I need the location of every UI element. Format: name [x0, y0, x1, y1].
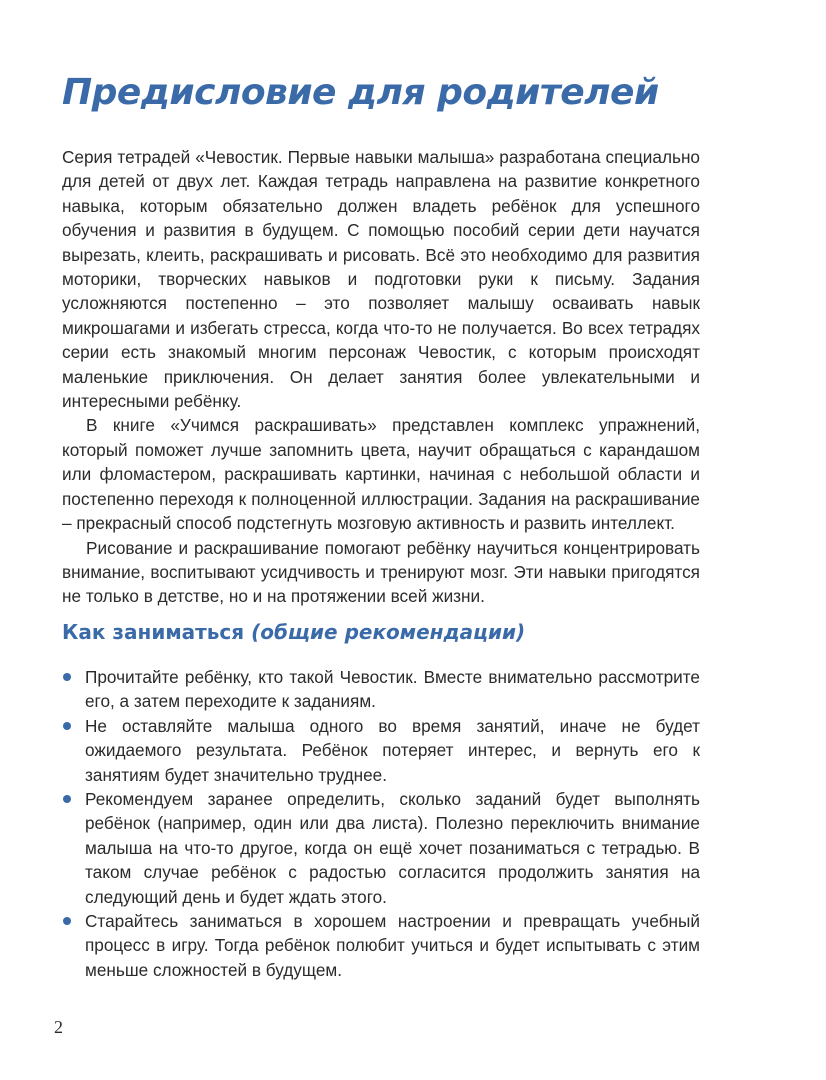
- bullet-icon: [63, 673, 71, 681]
- list-item-text: Старайтесь заниматься в хорошем настроении и превращать учебный процесс в игру. Тогда ребёнок полюбит учиться и будет испытывать с этим меньше сложностей в будущем.: [85, 911, 700, 980]
- bullet-icon: [63, 722, 71, 730]
- bullet-icon: [63, 795, 71, 803]
- list-item: [62, 909, 700, 982]
- section-heading: [62, 620, 525, 644]
- list-item-text: Не оставляйте малыша одного во время занятий, иначе не будет ожидаемого результата. Ребёнок потеряет интерес, и вернуть его к занятиям будет значительно труднее.: [85, 715, 700, 785]
- intro-section: [62, 145, 700, 609]
- list-item: [62, 787, 700, 909]
- list-item: [62, 714, 700, 787]
- intro-paragraph: Рисование и раскрашивание помогают ребёнку научиться концентрировать внимание, воспитывают усидчивость и тренируют мозг. Эти навыки пригодятся не только в детстве, но и на протяжении всей жизни.: [62, 537, 700, 607]
- list-item-text: Рекомендуем заранее определить, сколько заданий будет выполнять ребёнок (например, один или два листа). Полезно переключить внимание малыша на что-то другое, когда он ещё хочет позаниматься с тетрадью. В таком случае ребёнок с радостью согласится продолжить занятия на следующий день и будет ждать этого.: [85, 789, 700, 907]
- list-item: [62, 665, 700, 714]
- intro-paragraph: Серия тетрадей «Чевостик. Первые навыки малыша» разработана специально для детей от двух лет. Каждая тетрадь направлена на развитие конкретного навыка, которым обязательно должен владеть ребёнок для успешного обучения и развития в будущем. С помощью пособий серии дети научатся вырезать, клеить, раскрашивать и рисовать. Всё это необходимо для развития моторики, творческих навыков и подготовки руки к письму. Задания усложняются постепенно – это позволяет малышу осваивать навык микрошагами и избегать стресса, когда что-то не получается. Во всех тетрадях серии есть знакомый многим персонаж Чевостик, с которым происходят маленькие приключения. Он делает занятия более увлекательными и интересными ребёнку.: [62, 147, 700, 412]
- page-title: Предисловие для родителей: [62, 72, 659, 113]
- section-heading-paren: (общие рекомендации): [251, 620, 526, 644]
- page-number: 2: [54, 1017, 63, 1037]
- intro-paragraph: В книге «Учимся раскрашивать» представлен комплекс упражнений, который поможет лучше запомнить цвета, научит обращаться с карандашом или фломастером, раскрашивать картинки, начиная с небольшой области и постепенно переходя к полноценной иллюстрации. Задания на раскрашивание – прекрасный способ подстегнуть мозговую активность и развить интеллект.: [62, 415, 700, 534]
- list-item-text: Прочитайте ребёнку, кто такой Чевостик. Вместе внимательно рассмотрите его, а затем переходите к заданиям.: [85, 667, 700, 712]
- section-heading-main: Как заниматься: [62, 620, 245, 644]
- recommendations-list: [62, 665, 700, 982]
- bullet-icon: [63, 917, 71, 925]
